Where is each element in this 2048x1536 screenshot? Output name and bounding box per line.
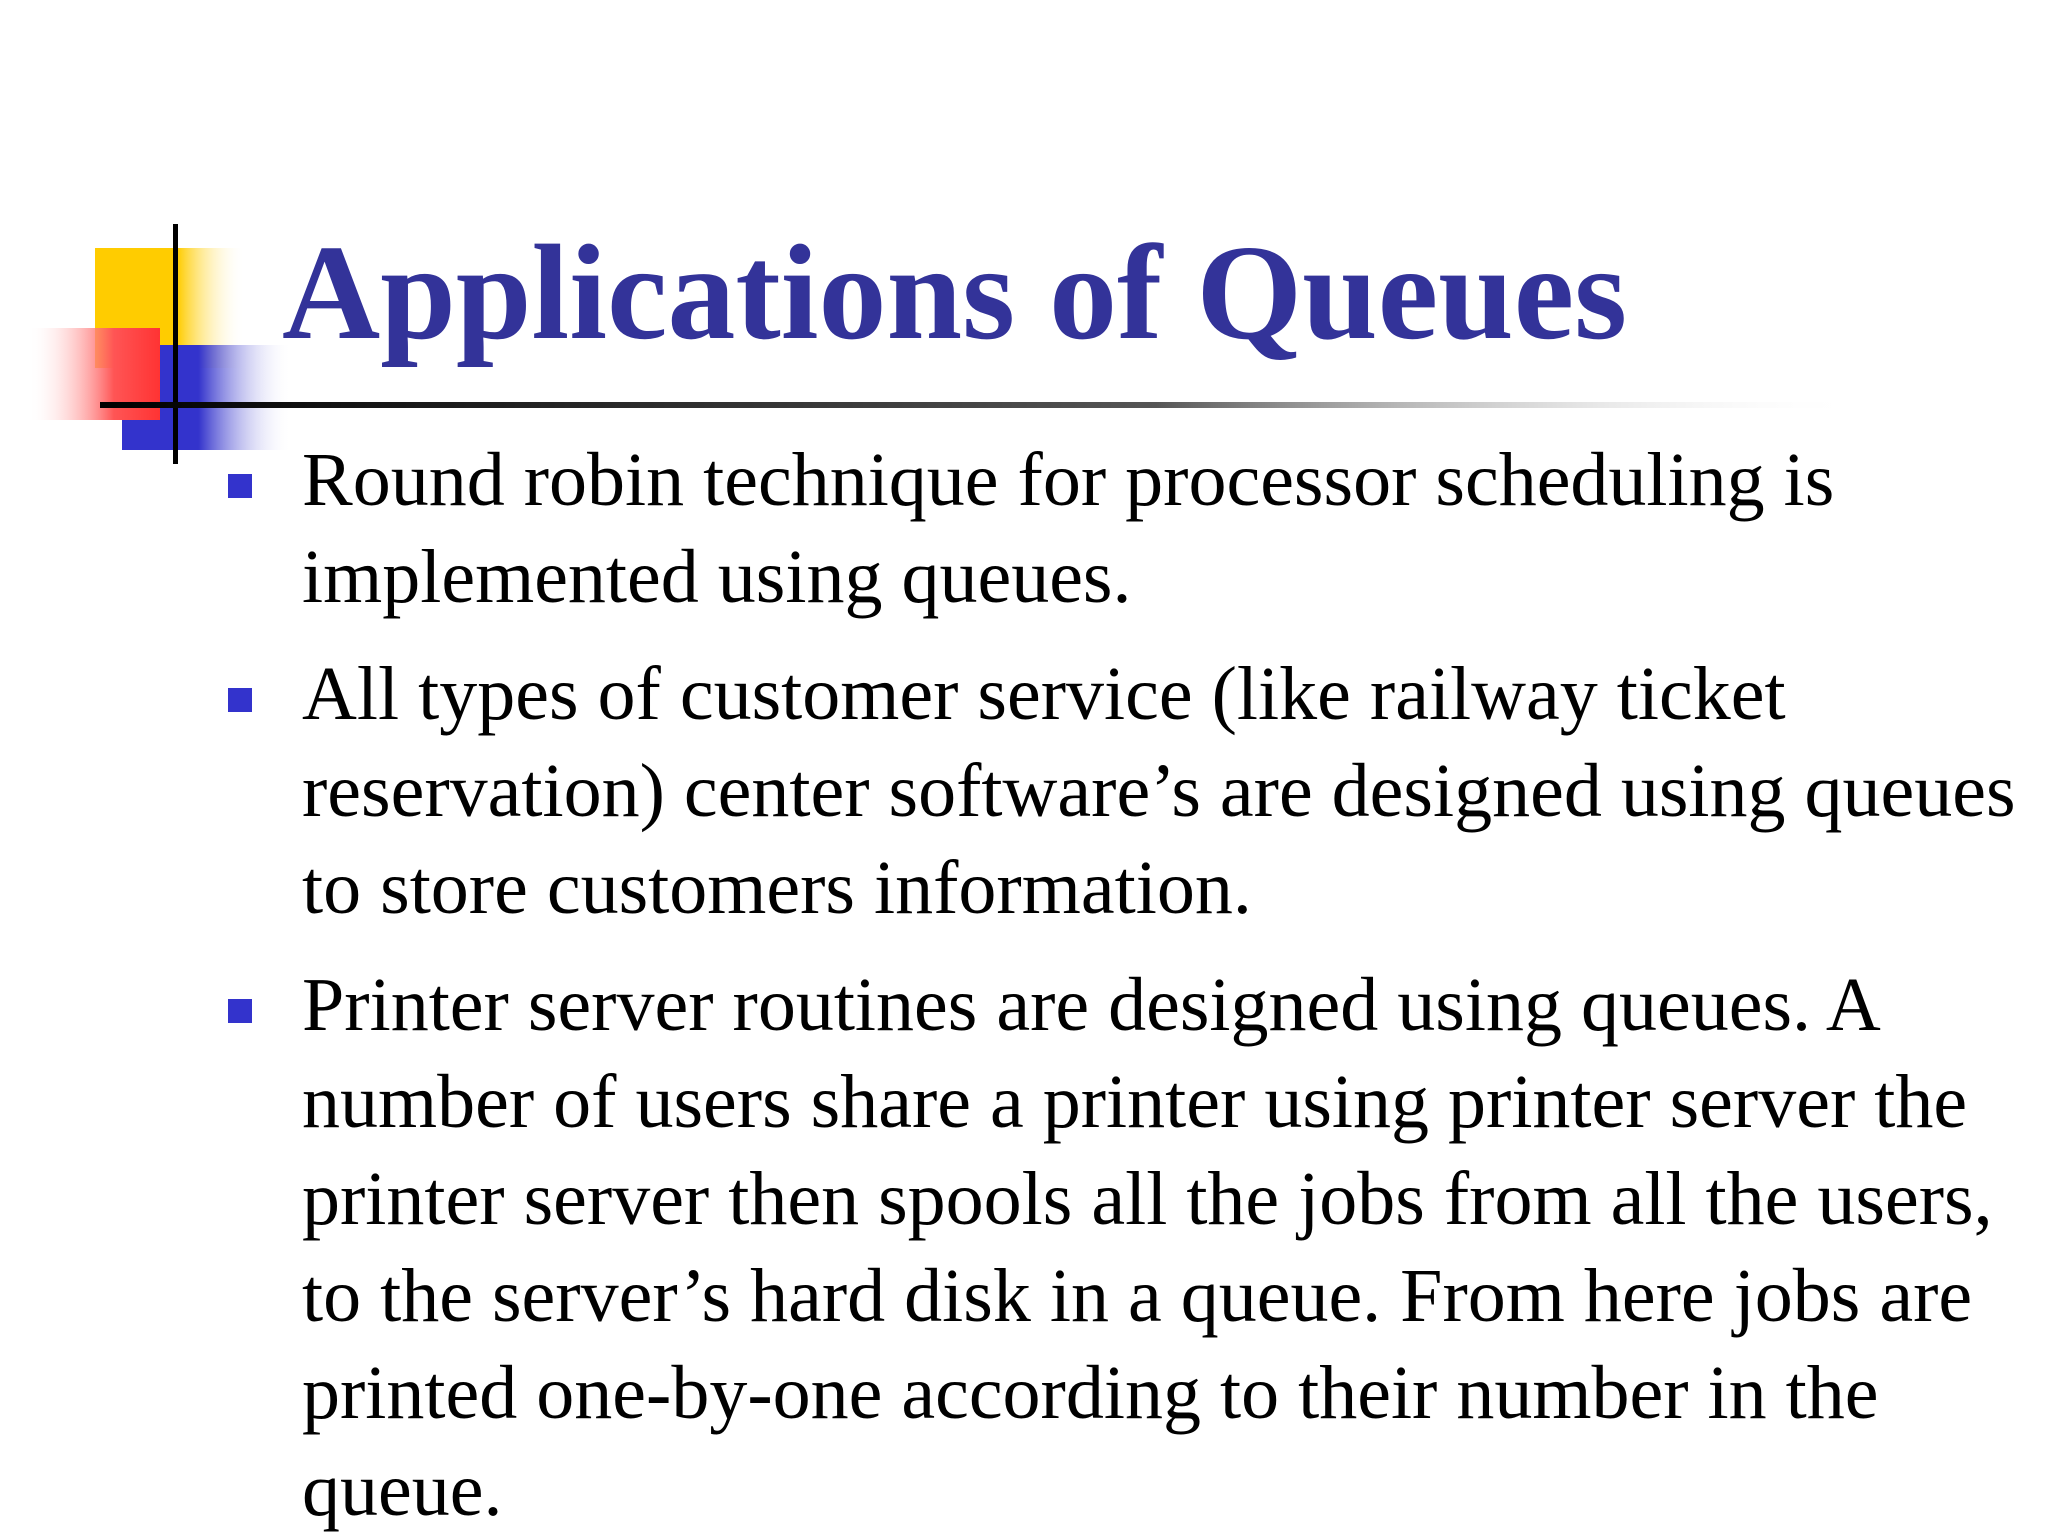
bullet-list	[228, 432, 2028, 1536]
bullet-text: All types of customer service (like railway ticket reservation) center software’s are designed using queues to store customers information.	[302, 652, 2016, 930]
bullet-square-icon	[228, 999, 252, 1023]
deco-vertical-line	[173, 224, 178, 464]
bullet-text: Printer server routines are designed using queues. A number of users share a printer using printer server the printer server then spools all the jobs from all the users, to the server’s hard disk in a queue. From here jobs are printed one-by-one according to their number in the queue.	[302, 963, 1993, 1532]
bullet-item	[228, 646, 2028, 937]
bullet-item	[228, 957, 2028, 1536]
bullet-text: Round robin technique for processor scheduling is implemented using queues.	[302, 438, 1835, 619]
bullet-item	[228, 432, 2028, 626]
title-underline-rule	[100, 402, 1860, 408]
bullet-square-icon	[228, 474, 252, 498]
slide-title: Applications of Queues	[282, 218, 1628, 368]
bullet-square-icon	[228, 688, 252, 712]
